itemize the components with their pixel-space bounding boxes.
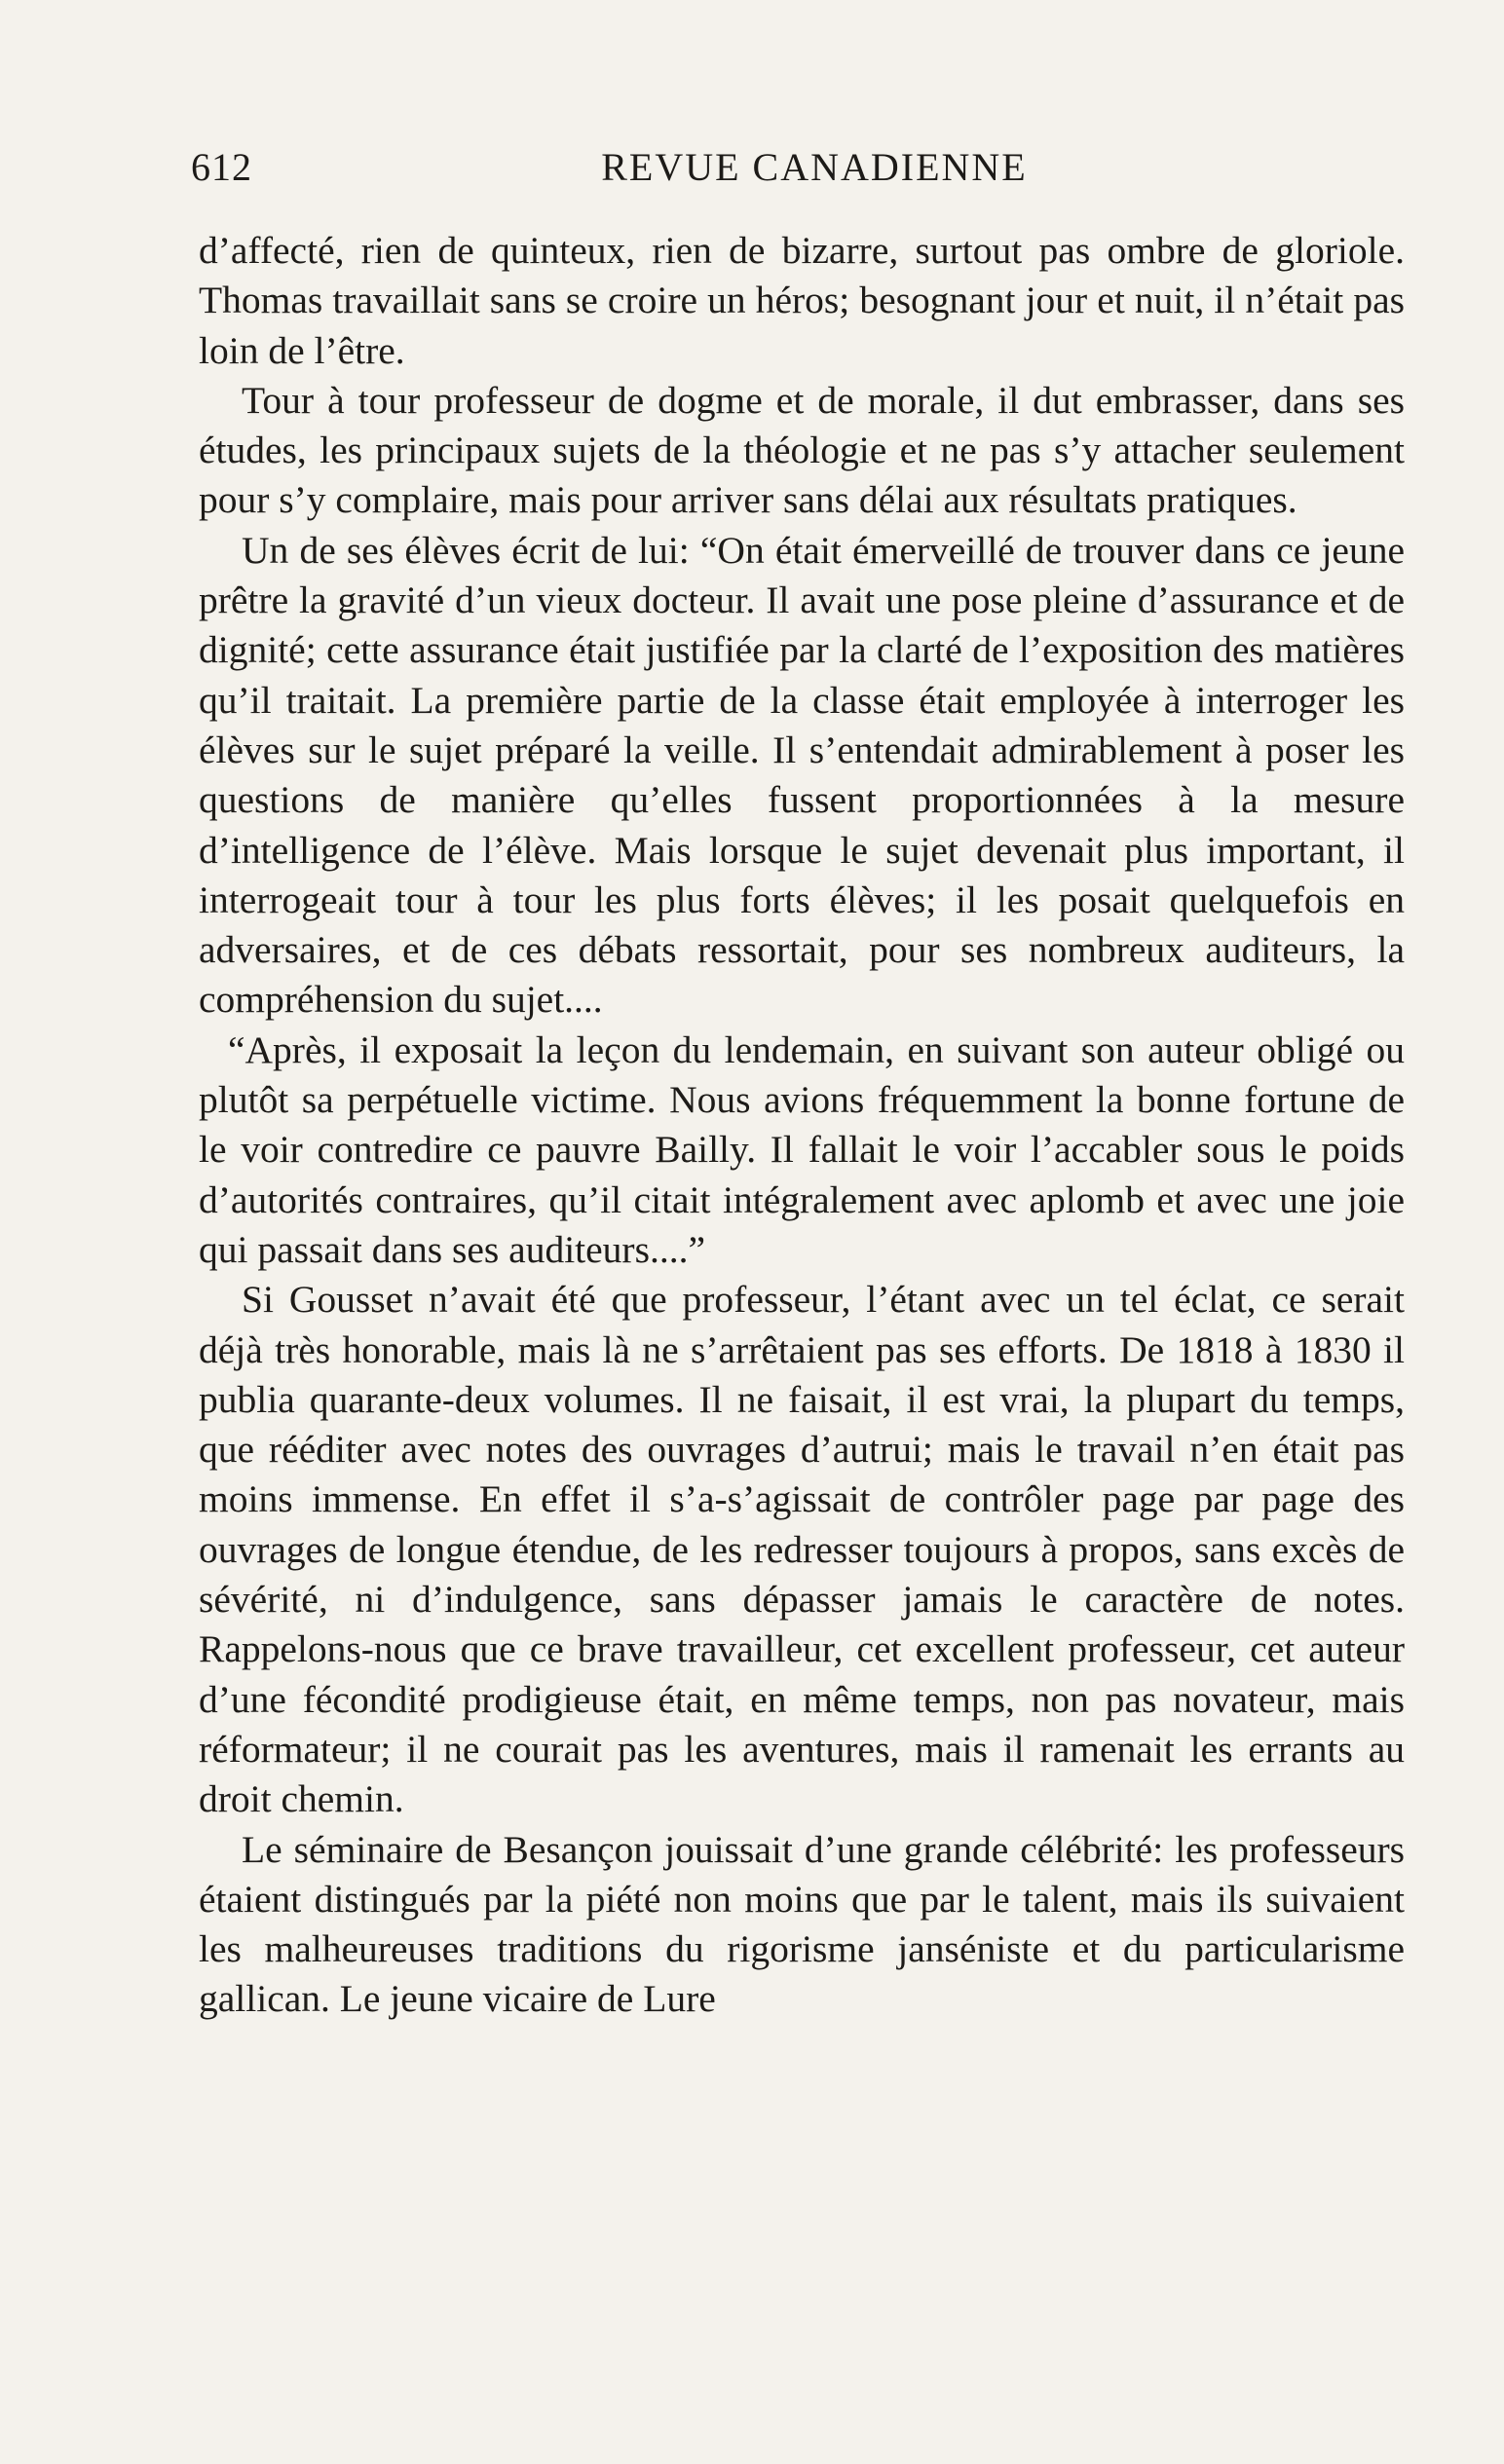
paragraph: Un de ses élèves écrit de lui: “On était émerveillé de trouver dans ce jeune prêtre la gravité d’un vieux docteur. Il avait une pose pleine d’assurance et de dignité; cette assurance était justifiée par la clarté de l’exposition des matières qu’il traitait. La première partie de la classe était employée à interroger les élèves sur le sujet préparé la veille. Il s’entendait admirablement à poser les questions de manière qu’elles fussent proportionnées à la mesure d’intelligence de l’élève. Mais lorsque le sujet devenait plus important, il interrogeait tour à tour les plus forts élèves; il les posait quelquefois en adversaires, et de ces débats ressortait, pour ses nombreux auditeurs, la compréhension du sujet.... <box>199 528 1405 1022</box>
paragraph: Tour à tour professeur de dogme et de morale, il dut embrasser, dans ses études, les principaux sujets de la théologie et ne pas s’y attacher seulement pour s’y complaire, mais pour arriver sans délai aux résultats pratiques. <box>199 378 1405 522</box>
paragraph: Si Gousset n’avait été que professeur, l’étant avec un tel éclat, ce serait déjà très honorable, mais là ne s’arrêtaient pas ses efforts. De 1818 à 1830 il publia quarante-deux volumes. Il ne faisait, il est vrai, la plupart du temps, que rééditer avec notes des ouvrages d’autrui; mais le travail n’en était pas moins immense. En effet il s’a-s’agissait de contrôler page par page des ouvrages de longue étendue, de les redresser toujours à propos, sans excès de sévérité, ni d’indulgence, sans dépasser jamais le caractère de notes. Rappelons-nous que ce brave travailleur, cet excellent professeur, cet auteur d’une fécondité prodigieuse était, en même temps, non pas novateur, mais réformateur; il ne courait pas les aventures, mais il ramenait les errants au droit chemin. <box>199 1278 1405 1821</box>
paragraph: “Après, il exposait la leçon du lendemain, en suivant son auteur obligé ou plutôt sa perpétuelle victime. Nous avions fréquemment la bonne fortune de le voir contredire ce pauvre Bailly. Il fallait le voir l’accabler sous le poids d’autorités contraires, qu’il citait intégralement avec aplomb et avec une joie qui passait dans ses auditeurs....” <box>199 1027 1405 1271</box>
running-title: REVUE CANADIENNE <box>601 145 1028 189</box>
paragraph: d’affecté, rien de quinteux, rien de bizarre, surtout pas ombre de gloriole. Thomas travaillait sans se croire un héros; besognant jour et nuit, il n’était pas loin de l’être. <box>199 229 1405 372</box>
page-number: 612 <box>191 145 252 189</box>
page-header <box>191 144 1399 203</box>
body-text <box>199 226 1405 2025</box>
paragraph: Le séminaire de Besançon jouissait d’une grande célébrité: les professeurs étaient distingués par la piété non moins que par le talent, mais ils suivaient les malheureuses traditions du rigorisme janséniste et du particularisme gallican. Le jeune vicaire de Lure <box>199 1827 1405 2021</box>
